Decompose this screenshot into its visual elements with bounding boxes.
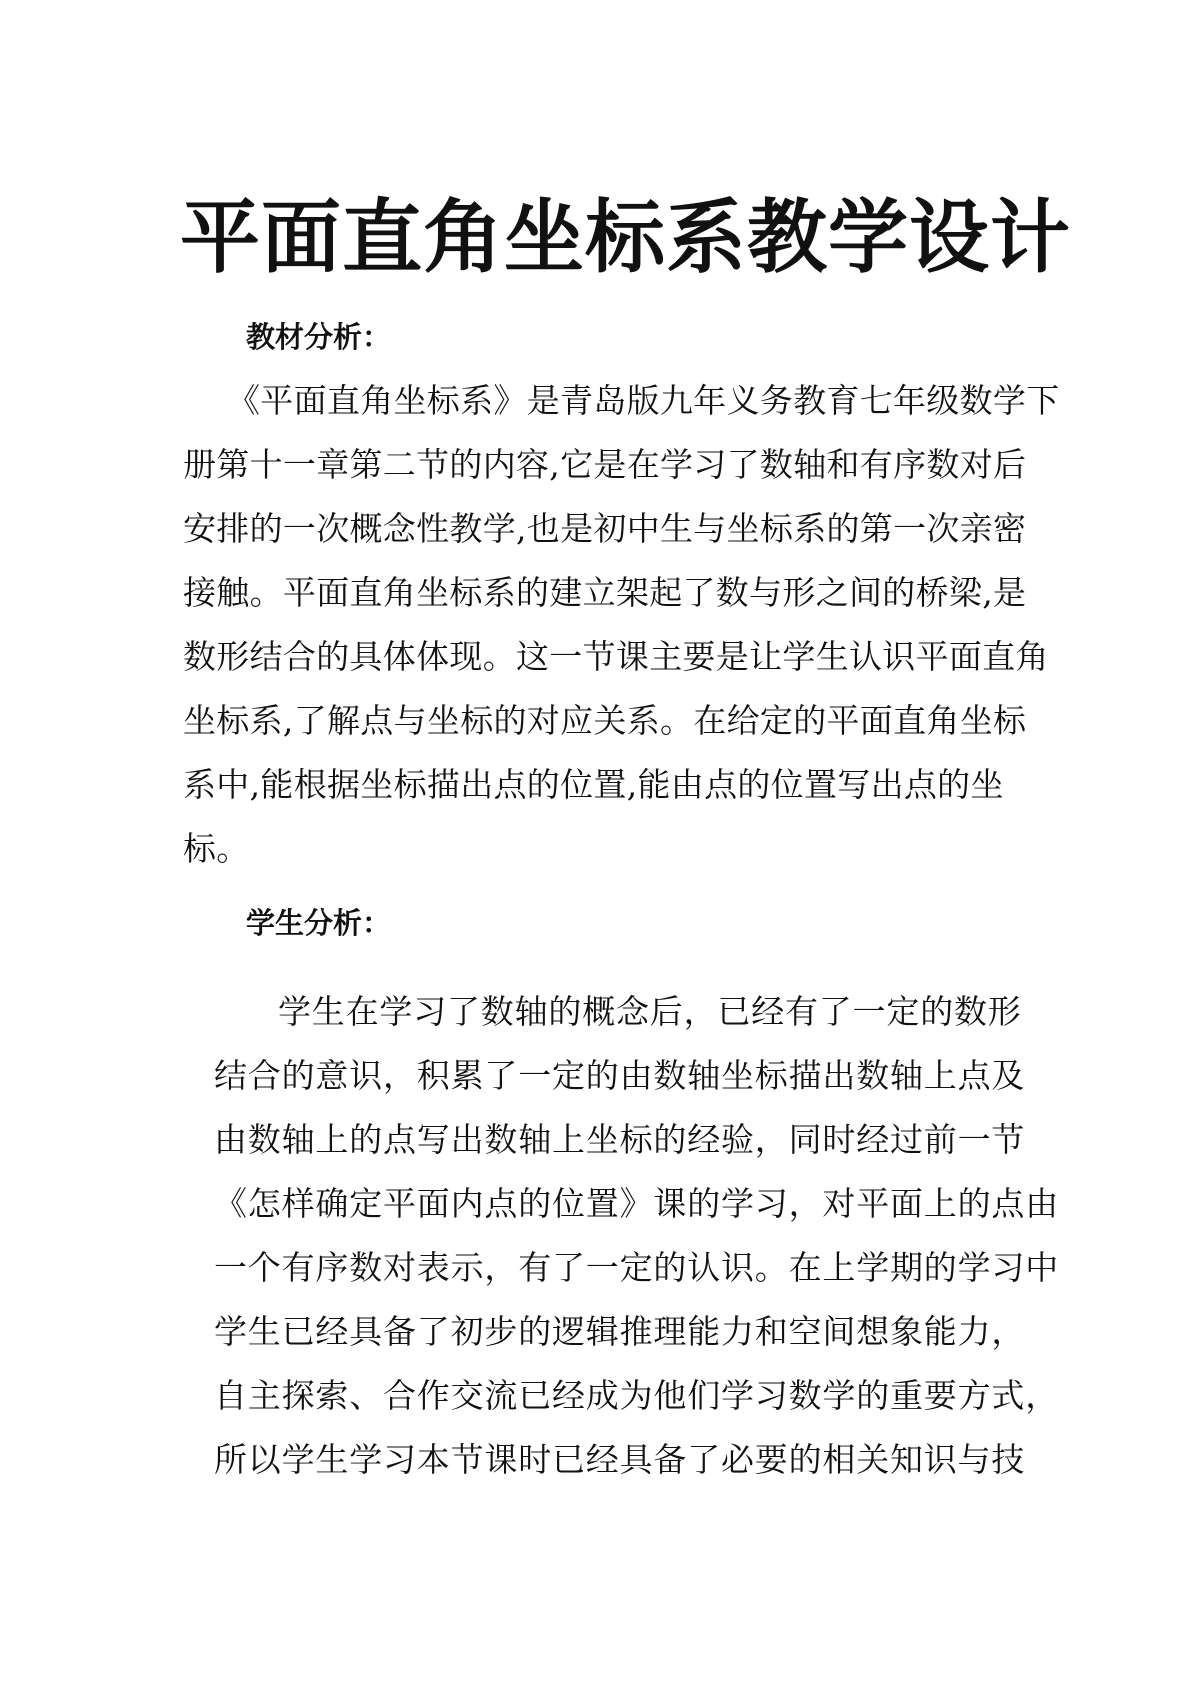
section-heading-student-analysis: 学生分析： [246,906,392,940]
section-heading-textbook-analysis: 教材分析： [246,320,392,354]
paragraph-line: 数形结合的具体体现。这一节课主要是让学生认识平面直角 [183,637,1049,676]
paragraph-line: 坐标系,了解点与坐标的对应关系。在给定的平面直角坐标 [183,701,1027,740]
document-title: 平面直角坐标系教学设计 [180,191,1071,284]
paragraph-line: 标。 [183,829,250,868]
paragraph-line: 接触。平面直角坐标系的建立架起了数与形之间的桥梁,是 [183,573,1027,612]
paragraph-line: 由数轴上的点写出数轴上坐标的经验，同时经过前一节 [214,1120,1026,1159]
paragraph-line: 系中,能根据坐标描出点的位置,能由点的位置写出点的坐 [183,765,1004,804]
paragraph-line: 自主探索、合作交流已经成为他们学习数学的重要方式， [214,1376,1059,1415]
paragraph-line: 所以学生学习本节课时已经具备了必要的相关知识与技 [214,1440,1026,1479]
paragraph-textbook-analysis [183,369,1060,881]
paragraph-line: 《怎样确定平面内点的位置》课的学习，对平面上的点由 [214,1184,1059,1223]
paragraph-line: 学生已经具备了初步的逻辑推理能力和空间想象能力， [214,1312,1026,1351]
paragraph-line: 安排的一次概念性教学,也是初中生与坐标系的第一次亲密 [183,509,1027,548]
paragraph-line: 结合的意识，积累了一定的由数轴坐标描出数轴上点及 [214,1056,1026,1095]
paragraph-line: 册第十一章第二节的内容,它是在学习了数轴和有序数对后 [183,445,1027,484]
paragraph-line: 一个有序数对表示，有了一定的认识。在上学期的学习中 [214,1248,1059,1287]
paragraph-line: 学生在学习了数轴的概念后，已经有了一定的数形 [278,992,1022,1031]
paragraph-line: 《平面直角坐标系》是青岛版九年义务教育七年级数学下 [227,381,1060,420]
paragraph-student-analysis [214,980,1059,1492]
